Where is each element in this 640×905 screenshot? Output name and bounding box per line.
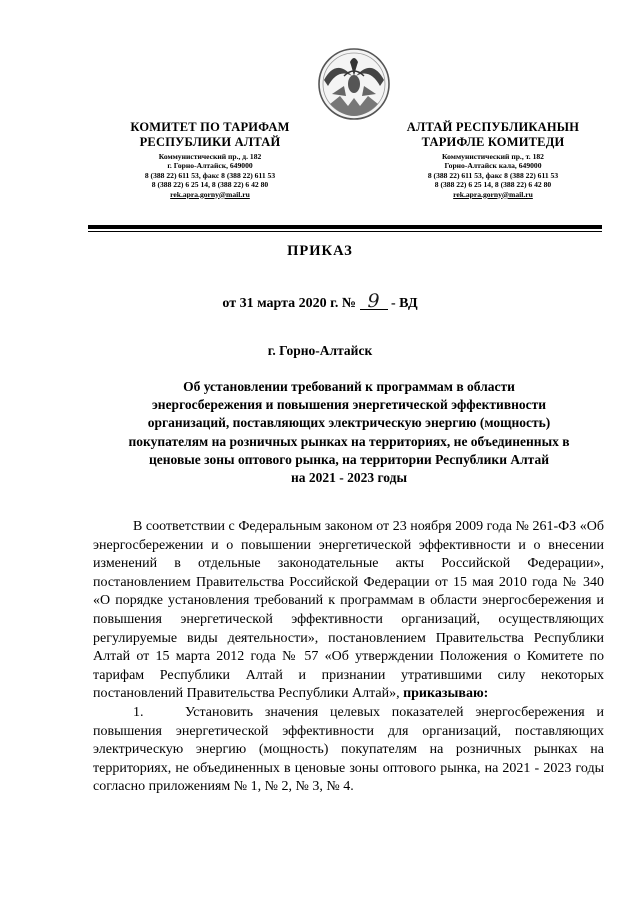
coat-of-arms-emblem — [316, 46, 392, 122]
org-phone-1: 8 (388 22) 611 53, факс 8 (388 22) 611 53 — [427, 170, 559, 180]
subject-line: ценовые зоны оптового рынка, на территории Республики Алтай — [149, 451, 549, 467]
document-type-title: ПРИКАЗ — [287, 243, 353, 259]
org-city: г. Горно-Алтайск, 649000 — [167, 161, 253, 171]
order-subject — [94, 378, 604, 487]
header-divider-thick — [88, 225, 602, 229]
subject-line: энергосбережения и повышения энергетической эффективности — [151, 397, 547, 413]
item-1-number: 1. — [133, 704, 144, 720]
org-name-line2: ТАРИФЛЕ КОМИТЕДИ — [421, 135, 565, 149]
preamble-paragraph — [93, 518, 604, 704]
header-right-block — [373, 120, 613, 199]
item-1-paragraph — [93, 704, 604, 797]
order-number-suffix: - ВД — [391, 296, 418, 311]
org-phone-2: 8 (388 22) 6 25 14, 8 (388 22) 6 42 80 — [151, 180, 269, 190]
org-name-line2: РЕСПУБЛИКИ АЛТАЙ — [139, 135, 281, 149]
order-date-number — [0, 290, 640, 312]
header-divider-thin — [88, 231, 602, 232]
subject-line: организаций, поставляющих электрическую энергию (мощность) — [147, 415, 551, 431]
header-left-block — [90, 120, 330, 199]
org-address: Коммунистический пр., д. 182 — [158, 152, 262, 161]
org-phone-1: 8 (388 22) 611 53, факс 8 (388 22) 611 53 — [144, 170, 276, 180]
order-word: приказываю: — [403, 686, 489, 702]
order-body — [93, 518, 604, 797]
preamble-text: В соответствии с Федеральным законом от 23 ноября 2009 года № 261-ФЗ «Об энергосбережении и о повышении энергетической эффективности и о внесении изменений в отдельные законодательные акты Российской Федерации», постановлением Правительства Российской Федерации от 15 мая 2010 года № 340 «О порядке установления требований к программам в области энергосбережения и повышения энергетической эффективности организаций, осуществляющих регулируемые виды деятельности», постановлением Правительства Республики Алтай от 15 марта 2012 года № 57 «Об утверждении Положения о Комитете по тарифам Республики Алтай и признании утратившими силу некоторых постановлений Правительства Республики Алтай», — [93, 519, 604, 702]
org-email-link[interactable]: rek.apra.gorny@mail.ru — [170, 189, 250, 199]
org-name-line1: КОМИТЕТ ПО ТАРИФАМ — [130, 120, 290, 134]
issue-city: г. Горно-Алтайск — [267, 343, 373, 358]
org-name-line1: АЛТАЙ РЕСПУБЛИКАНЫН — [406, 120, 580, 134]
subject-line: на 2021 - 2023 годы — [290, 470, 408, 486]
order-number-handwritten: 9 — [360, 294, 388, 310]
item-1-text: Установить значения целевых показателей энергосбережения и повышения энергетической эффективности для организаций, поставляющих электрическую энергию (мощность) покупателям на розничных рынках на территориях, не объединенных в ценовые зоны оптового рынка, на 2021 - 2023 годы согласно приложениям № 1, № 2, № 3, № 4. — [93, 704, 604, 795]
org-phone-2: 8 (388 22) 6 25 14, 8 (388 22) 6 42 80 — [434, 180, 552, 190]
org-city: Горно-Алтайск кала, 649000 — [444, 161, 542, 171]
subject-line: Об установлении требований к программам в области — [183, 379, 515, 394]
org-email-link[interactable]: rek.apra.gorny@mail.ru — [453, 189, 533, 199]
org-address: Коммунистический пр., т. 182 — [442, 152, 544, 161]
order-date: от 31 марта 2020 г. № — [222, 296, 357, 311]
subject-line: покупателям на розничных рынках на территориях, не объединенных в — [128, 433, 570, 449]
